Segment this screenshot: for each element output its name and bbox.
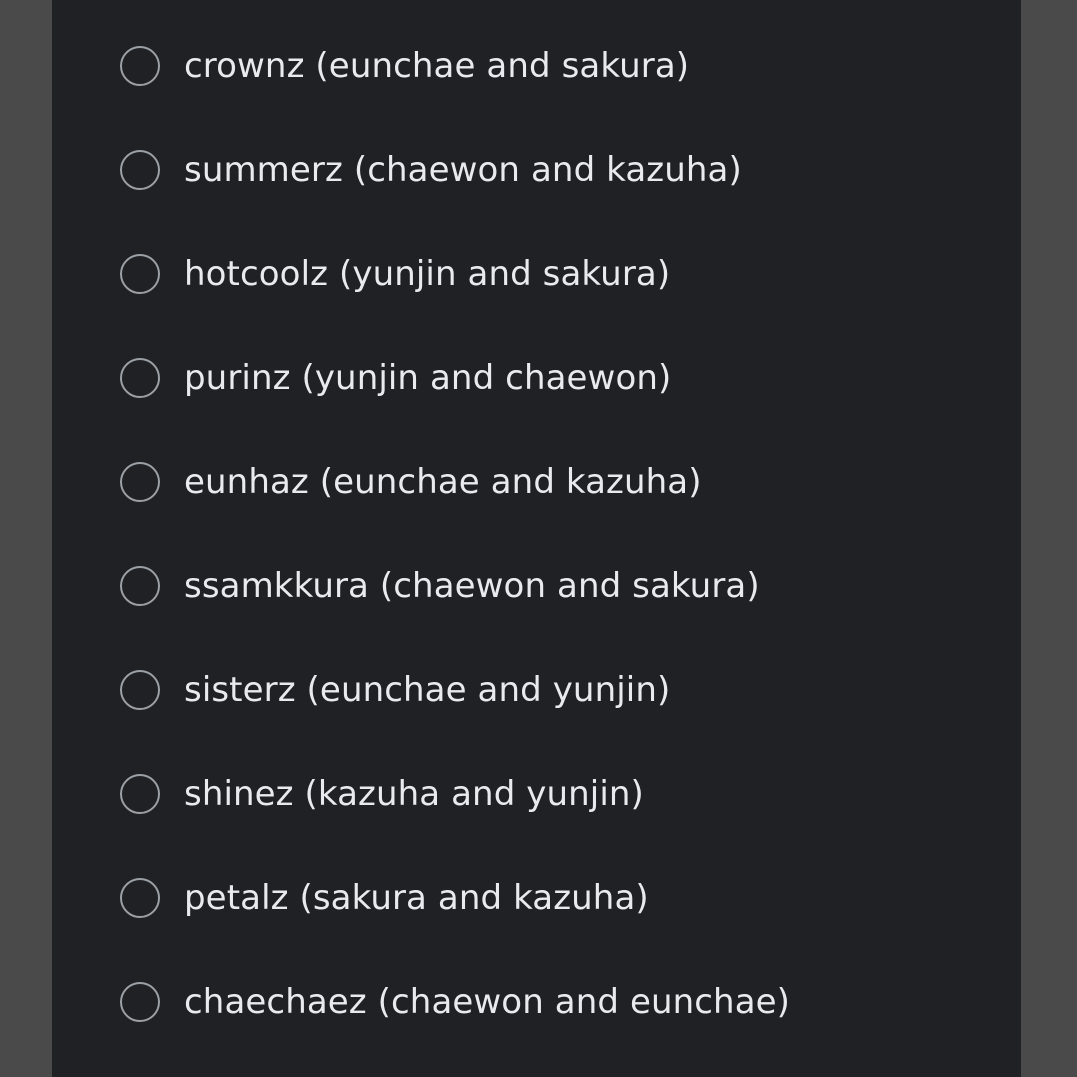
poll-options-list	[52, 0, 1021, 1054]
poll-option-label: petalz (sakura and kazuha)	[184, 878, 649, 918]
poll-option-label: crownz (eunchae and sakura)	[184, 46, 690, 86]
poll-option-row[interactable]	[52, 326, 1021, 430]
radio-button-icon[interactable]	[120, 254, 160, 294]
poll-option-label: hotcoolz (yunjin and sakura)	[184, 254, 671, 294]
poll-option-label: shinez (kazuha and yunjin)	[184, 774, 644, 814]
page-gutter-right	[1021, 0, 1077, 1077]
poll-option-row[interactable]	[52, 14, 1021, 118]
poll-card	[52, 0, 1021, 1077]
radio-button-icon[interactable]	[120, 878, 160, 918]
poll-option-label: chaechaez (chaewon and eunchae)	[184, 982, 791, 1022]
page-gutter-left	[0, 0, 52, 1077]
radio-button-icon[interactable]	[120, 982, 160, 1022]
radio-button-icon[interactable]	[120, 566, 160, 606]
poll-option-row[interactable]	[52, 846, 1021, 950]
radio-button-icon[interactable]	[120, 46, 160, 86]
radio-button-icon[interactable]	[120, 670, 160, 710]
poll-option-label: eunhaz (eunchae and kazuha)	[184, 462, 702, 502]
poll-option-row[interactable]	[52, 118, 1021, 222]
poll-option-row[interactable]	[52, 534, 1021, 638]
poll-option-label: summerz (chaewon and kazuha)	[184, 150, 742, 190]
radio-button-icon[interactable]	[120, 358, 160, 398]
poll-option-label: sisterz (eunchae and yunjin)	[184, 670, 671, 710]
radio-button-icon[interactable]	[120, 462, 160, 502]
poll-option-row[interactable]	[52, 222, 1021, 326]
radio-button-icon[interactable]	[120, 774, 160, 814]
poll-option-label: purinz (yunjin and chaewon)	[184, 358, 672, 398]
radio-button-icon[interactable]	[120, 150, 160, 190]
poll-option-row[interactable]	[52, 638, 1021, 742]
poll-option-row[interactable]	[52, 430, 1021, 534]
poll-option-row[interactable]	[52, 742, 1021, 846]
poll-option-row[interactable]	[52, 950, 1021, 1054]
poll-option-label: ssamkkura (chaewon and sakura)	[184, 566, 760, 606]
